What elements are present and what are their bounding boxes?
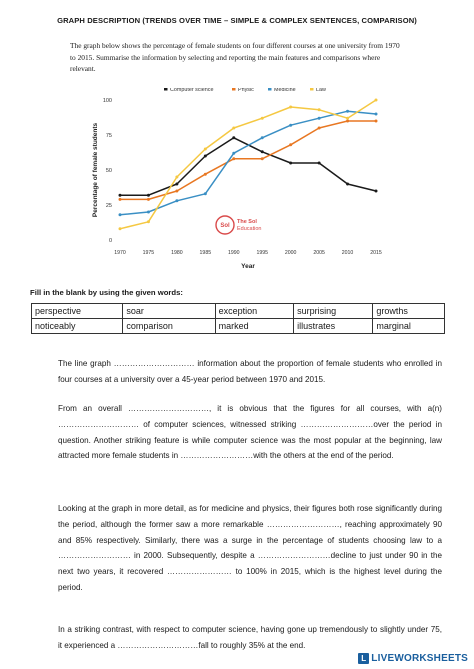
data-point bbox=[289, 124, 292, 127]
data-point bbox=[346, 120, 349, 123]
legend-marker bbox=[310, 88, 314, 91]
logo-text: LIVEWORKSHEETS bbox=[371, 653, 468, 664]
paragraph-1: The line graph ………………………… information about the proportion of female students who enrolled in four courses at a university over a 45-year period between 1970 and 2015. bbox=[58, 359, 442, 384]
series-line bbox=[120, 100, 376, 229]
data-point bbox=[119, 194, 122, 197]
x-tick-label: 1970 bbox=[114, 250, 126, 256]
liveworksheets-icon: L bbox=[358, 653, 369, 664]
data-point bbox=[261, 150, 264, 153]
legend-marker bbox=[232, 88, 236, 91]
data-point bbox=[147, 194, 150, 197]
data-point bbox=[119, 227, 122, 230]
x-tick-label: 1980 bbox=[171, 250, 183, 256]
data-point bbox=[318, 127, 321, 130]
y-tick-label: 50 bbox=[105, 168, 112, 174]
data-point bbox=[346, 110, 349, 113]
legend-marker bbox=[268, 88, 272, 91]
word-cell: illustrates bbox=[294, 319, 373, 334]
paragraph-2: From an overall …………………………, it is obvious that the figures for all courses, with a(n) ………………………… of computer sciences, witnessed striking ………………………over the period in question. Another striking feature is while computer science was the most popular at the beginning, law attracted more female students in ………………………with the others at the end of the period. bbox=[58, 404, 442, 461]
x-tick-label: 1975 bbox=[142, 250, 155, 256]
data-point bbox=[375, 190, 378, 193]
data-point bbox=[261, 157, 264, 160]
data-point bbox=[289, 106, 292, 109]
x-tick-label: 1990 bbox=[228, 250, 240, 256]
word-cell: surprising bbox=[294, 304, 373, 319]
legend-label: Computer science bbox=[170, 88, 214, 93]
data-point bbox=[261, 117, 264, 120]
x-tick-label: 1985 bbox=[199, 250, 212, 256]
line-chart bbox=[88, 88, 388, 278]
data-point bbox=[232, 152, 235, 155]
legend-label: Medicine bbox=[274, 88, 296, 93]
task-description: The graph below shows the percentage of female students on four different courses at one university from 1970 to 2015. Summarise the information by selecting and reporting the main features and comparisons where relevant. bbox=[70, 41, 400, 74]
data-point bbox=[232, 157, 235, 160]
word-cell: noticeably bbox=[32, 319, 123, 334]
word-bank-table bbox=[31, 303, 445, 334]
word-cell: perspective bbox=[32, 304, 123, 319]
word-cell: soar bbox=[123, 304, 215, 319]
word-cell: exception bbox=[215, 304, 293, 319]
data-point bbox=[261, 136, 264, 139]
data-point bbox=[175, 190, 178, 193]
data-point bbox=[318, 108, 321, 111]
series-line bbox=[120, 111, 376, 215]
word-cell: marginal bbox=[373, 319, 445, 334]
y-tick-label: 0 bbox=[108, 238, 112, 244]
word-cell: comparison bbox=[123, 319, 215, 334]
y-tick-label: 25 bbox=[105, 203, 112, 209]
data-point bbox=[119, 198, 122, 201]
data-point bbox=[175, 176, 178, 179]
data-point bbox=[204, 155, 207, 158]
legend-label: Law bbox=[316, 88, 326, 93]
watermark-logo bbox=[216, 216, 261, 234]
y-tick-label: 75 bbox=[105, 133, 112, 139]
data-point bbox=[204, 173, 207, 176]
legend-label: Physic bbox=[238, 88, 254, 93]
y-axis-label: Percentage of female students bbox=[92, 122, 99, 218]
watermark-mark: Sol bbox=[220, 223, 230, 229]
word-cell: marked bbox=[215, 319, 293, 334]
data-point bbox=[204, 148, 207, 151]
data-point bbox=[147, 220, 150, 223]
x-tick-label: 2015 bbox=[370, 250, 382, 256]
data-point bbox=[289, 162, 292, 165]
page-title: GRAPH DESCRIPTION (TRENDS OVER TIME – SIMPLE & COMPLEX SENTENCES, COMPARISON) bbox=[57, 16, 417, 25]
chart-legend bbox=[164, 88, 326, 93]
x-tick-label: 1995 bbox=[256, 250, 268, 256]
data-point bbox=[119, 213, 122, 216]
data-point bbox=[147, 198, 150, 201]
chart-series bbox=[119, 99, 378, 231]
data-point bbox=[375, 113, 378, 116]
data-point bbox=[175, 183, 178, 186]
word-bank-row bbox=[32, 304, 445, 319]
x-tick-label: 2000 bbox=[284, 250, 297, 256]
legend-marker bbox=[164, 88, 168, 91]
x-axis-label: Year bbox=[241, 263, 255, 270]
data-point bbox=[318, 117, 321, 120]
series-line bbox=[120, 121, 376, 199]
data-point bbox=[175, 199, 178, 202]
data-point bbox=[147, 211, 150, 214]
word-cell: growths bbox=[373, 304, 445, 319]
x-tick-label: 2010 bbox=[341, 250, 354, 256]
data-point bbox=[204, 192, 207, 195]
paragraph-3: Looking at the graph in more detail, as for medicine and physics, their figures both rose significantly during the period, although the former saw a more remarkable ………………………, reaching approximately 90 and 85% respectively. Similarly, there was a surge in the percentage of students choosing law to a ……………………… in 2000. Subsequently, despite a ………………………decline to just under 90 in the next two years, it recovered …………………… to 100% in 2015, which is the highest level during the period. bbox=[58, 504, 442, 592]
data-point bbox=[289, 143, 292, 146]
liveworksheets-logo[interactable] bbox=[358, 653, 468, 664]
word-bank-row bbox=[32, 319, 445, 334]
data-point bbox=[318, 162, 321, 165]
data-point bbox=[346, 117, 349, 120]
watermark-title: The Sol bbox=[237, 219, 257, 225]
y-tick-label: 100 bbox=[102, 98, 112, 104]
fill-instructions: Fill in the blank by using the given words: bbox=[30, 288, 183, 297]
data-point bbox=[232, 136, 235, 139]
data-point bbox=[232, 127, 235, 130]
data-point bbox=[375, 120, 378, 123]
data-point bbox=[346, 183, 349, 186]
watermark-subtitle: Education bbox=[237, 226, 262, 232]
x-tick-label: 2005 bbox=[313, 250, 325, 256]
series-line bbox=[120, 138, 376, 195]
data-point bbox=[375, 99, 378, 102]
paragraph-4: In a striking contrast, with respect to computer science, having gone up tremendously to slightly under 75, it experienced a …………………………fall to roughly 35% at the end. bbox=[58, 625, 442, 650]
